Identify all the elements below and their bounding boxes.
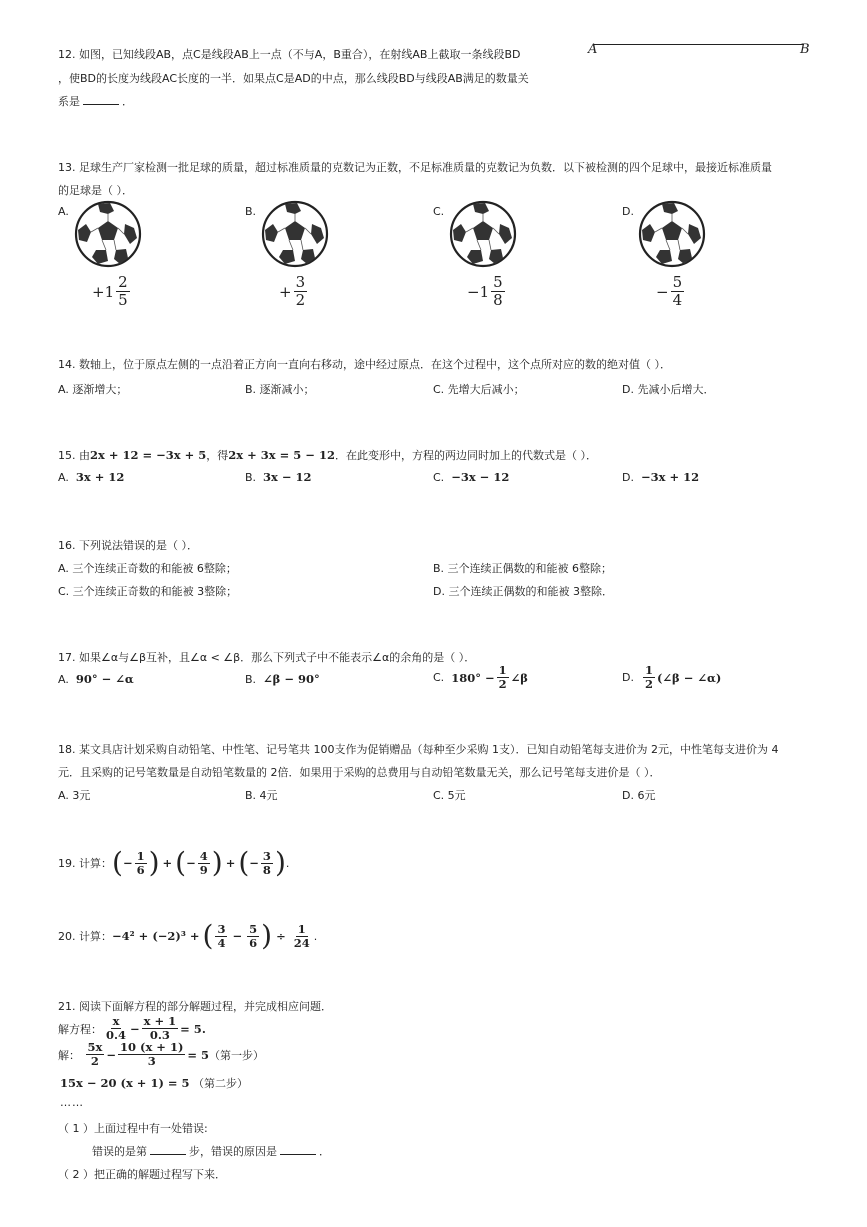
fraction-numerator: 5 (672, 273, 683, 291)
q19-fraction-2 (198, 850, 210, 877)
q17-option-b[interactable] (245, 672, 320, 686)
q17-option-c[interactable] (433, 664, 528, 691)
q15-option-b-expr: 3x − 12 (263, 470, 312, 484)
fraction-numerator: 1 (498, 663, 507, 677)
value-sign: −1 (467, 282, 490, 301)
fraction-denominator: 9 (199, 862, 208, 877)
q14-option-b[interactable]: B. 逐渐减小； (245, 383, 315, 396)
fraction-denominator: 2 (644, 677, 653, 691)
segment-point-a: A (588, 42, 598, 57)
q12-line2: ，使BD的长度为线段AC长度的一半．如果点C是AD的中点，那么线段BD与线段AB满足的数量关 (58, 72, 529, 85)
plus-sign: + (162, 856, 173, 870)
q21-eq-rhs: = 5. (180, 1021, 206, 1036)
q13-option-label[interactable]: D. (622, 205, 634, 218)
q13-option-label[interactable]: A. (58, 205, 69, 218)
q15-eq2: 2x + 3x = 5 − 12 (228, 448, 335, 462)
q15-option-c[interactable] (433, 470, 509, 484)
fraction-denominator: 2 (498, 677, 507, 691)
q15-option-d-expr: −3x + 12 (640, 470, 700, 484)
q16-option-a[interactable]: A. 三个连续正奇数的和能被 6整除； (58, 562, 237, 575)
step-blank[interactable] (150, 1154, 186, 1155)
q14-stem: 14. 数轴上，位于原点左侧的一点沿着正方向一直向右移动，途中经过原点．在这个过程中，这个点所对应的数的绝对值（ ）． (58, 358, 671, 371)
segment-point-b: B (800, 42, 810, 57)
fraction-numerator: 10 (x + 1) (120, 1040, 184, 1054)
q21-step1-rhs: = 5 (187, 1047, 210, 1062)
q15-option-d-label: D. (622, 471, 634, 484)
fraction-denominator: 8 (262, 862, 271, 877)
q13-option-label[interactable]: B. (245, 205, 257, 218)
q21-part1-sub-end: ． (319, 1145, 330, 1158)
value-fraction (294, 274, 308, 309)
q15-stem-post: ．在此变形中，方程的两边同时加上的代数式是（ ）． (334, 449, 597, 462)
q21-step2-eq: 15x − 20 (x + 1) = 5 (60, 1076, 190, 1090)
left-paren: ( (238, 846, 250, 879)
fraction-numerator: 4 (199, 848, 208, 863)
left-paren: ( (202, 919, 214, 952)
value-fraction (116, 274, 130, 309)
value-sign: +1 (92, 282, 115, 301)
minus-sign: − (186, 856, 196, 870)
q15-option-c-label: C. (433, 471, 445, 484)
right-paren: ) (261, 919, 273, 952)
q13-option-value (279, 274, 309, 309)
q21-part1: （ 1 ）上面过程中有一处错误: (58, 1122, 208, 1135)
q20-label: 20. 计算： (58, 930, 112, 943)
q15-eq1: 2x + 12 = −3x + 5 (90, 448, 207, 462)
q21-dots: …… (60, 1096, 84, 1109)
q21-part2: （ 2 ）把正确的解题过程写下来． (58, 1168, 226, 1181)
q19-end: . (285, 856, 290, 870)
q20-end: . (313, 929, 318, 943)
q20 (58, 919, 317, 953)
answer-blank[interactable] (83, 104, 119, 105)
q17-option-d-fraction (643, 664, 655, 691)
q17-option-c-pre: 180° − (451, 670, 495, 685)
q12-line3-text: 系是 (58, 95, 80, 108)
fraction-denominator: 4 (217, 935, 226, 950)
q18-line1: 18. 某文具店计划采购自动铅笔、中性笔、记号笔共 100支作为促销赠品（每种至少采购 1支）．已知自动铅笔每支进价为 2元，中性笔每支进价为 4 (58, 743, 779, 756)
left-paren: ( (175, 846, 187, 879)
q18-option-b[interactable]: B. 4元 (245, 789, 278, 802)
right-paren: ) (148, 846, 160, 879)
q17-option-d[interactable] (622, 664, 721, 691)
fraction-denominator: 5 (118, 291, 128, 309)
q21-part1-sub (92, 1143, 330, 1159)
q16-option-d[interactable]: D. 三个连续正偶数的和能被 3整除． (433, 585, 613, 598)
q16-option-c[interactable]: C. 三个连续正奇数的和能被 3整除； (58, 585, 238, 598)
q19-fraction-1 (135, 850, 147, 877)
soccer-ball-icon (638, 200, 706, 268)
soccer-ball-icon (74, 200, 142, 268)
fraction-numerator: 3 (262, 848, 271, 863)
fraction-numerator: 1 (297, 921, 306, 936)
q20-div: ÷ (276, 929, 286, 943)
fraction-numerator: 5 (493, 273, 503, 291)
q19-fraction-3 (261, 850, 273, 877)
fraction-numerator: x + 1 (143, 1014, 177, 1028)
fraction-numerator: x (112, 1014, 120, 1028)
fraction-denominator: 24 (293, 935, 310, 950)
fraction-denominator: 2 (90, 1054, 99, 1068)
reason-blank[interactable] (280, 1154, 316, 1155)
q21-step1-fraction-2 (118, 1041, 185, 1068)
value-sign: − (656, 282, 669, 301)
fraction-denominator: 6 (136, 862, 145, 877)
minus-sign: − (122, 856, 133, 870)
q17-option-a[interactable] (58, 672, 134, 686)
q15-option-d[interactable] (622, 470, 699, 484)
value-sign: + (279, 282, 292, 301)
q20-fraction-2 (247, 923, 259, 950)
q17-option-b-label: B. (245, 673, 257, 686)
q20-fraction-3 (292, 923, 312, 950)
q15-option-b-label: B. (245, 471, 257, 484)
q21-eq-fraction-1 (104, 1015, 128, 1042)
q13-option-value (656, 274, 686, 309)
q13-option-value (467, 274, 507, 309)
value-fraction (671, 274, 685, 309)
fraction-numerator: 2 (118, 273, 128, 291)
right-paren: ) (274, 846, 286, 879)
q18-option-a[interactable]: A. 3元 (58, 789, 91, 802)
q12-line3 (58, 93, 133, 109)
minus-sign: − (106, 1047, 116, 1062)
fraction-denominator: 6 (249, 935, 258, 950)
q21-part1-sub-b: 步，错误的原因是 (189, 1145, 277, 1158)
q21-part1-sub-a: 错误的是第 (92, 1145, 147, 1158)
q13-line2: 的足球是（ ）． (58, 184, 133, 197)
fraction-numerator: 3 (295, 273, 306, 291)
plus-sign: + (225, 856, 236, 870)
q15-option-a-expr: 3x + 12 (75, 470, 125, 484)
q21-step2-note: （第二步） (193, 1077, 249, 1090)
q21-eq-fraction-2 (142, 1015, 179, 1042)
q12-end: ． (122, 95, 133, 108)
q18-line2: 元．且采购的记号笔数量是自动铅笔数量的 2倍．如果用于采购的总费用与自动铅笔数量无关，那么记号笔每支进价是（ ）． (58, 766, 661, 779)
fraction-denominator: 0.4 (106, 1028, 127, 1042)
q16-stem: 16. 下列说法错误的是（ ）． (58, 539, 198, 552)
q14-option-c[interactable]: C. 先增大后减小； (433, 383, 525, 396)
q15-option-a[interactable] (58, 470, 124, 484)
q18-option-c[interactable]: C. 5元 (433, 789, 466, 802)
fraction-denominator: 4 (672, 291, 683, 309)
q14-option-a[interactable]: A. 逐渐增大； (58, 383, 128, 396)
soccer-ball-icon (449, 200, 517, 268)
q16-option-b[interactable]: B. 三个连续正偶数的和能被 6整除； (433, 562, 613, 575)
q21-step1 (58, 1041, 264, 1068)
fraction-denominator: 3 (147, 1054, 156, 1068)
left-paren: ( (112, 846, 123, 879)
q20-pre: −4² + (−2)³ + (112, 929, 200, 943)
fraction-numerator: 5 (249, 921, 258, 936)
q21-step1-fraction-1 (86, 1041, 105, 1068)
q19 (58, 846, 289, 880)
minus-sign: − (232, 929, 243, 943)
q17-option-a-label: A. (58, 673, 69, 686)
q15-option-a-label: A. (58, 471, 69, 484)
q17-option-d-post: (∠β − ∠α) (656, 670, 722, 685)
q17-stem: 17. 如果∠α与∠β互补，且∠α < ∠β．那么下列式子中不能表示∠α的余角的是（ ）． (58, 651, 476, 664)
value-fraction (491, 274, 505, 309)
q17-option-c-post: ∠β (510, 670, 528, 685)
right-paren: ) (211, 846, 223, 879)
q17-option-c-fraction (497, 664, 509, 691)
fraction-denominator: 0.3 (149, 1028, 170, 1042)
q19-label: 19. 计算： (58, 857, 112, 870)
soccer-ball-icon (261, 200, 329, 268)
q21-step1-note: （第一步） (209, 1048, 265, 1062)
minus-sign: − (130, 1021, 140, 1036)
q13-option-label[interactable]: C. (433, 205, 445, 218)
fraction-numerator: 1 (644, 663, 653, 677)
fraction-numerator: 5x (87, 1040, 103, 1054)
minus-sign: − (249, 856, 259, 870)
q15-option-c-expr: −3x − 12 (451, 470, 510, 484)
q13-line1: 13. 足球生产厂家检测一批足球的质量，超过标准质量的克数记为正数，不足标准质量的克数记为负数．以下被检测的四个足球中，最接近标准质量 (58, 161, 772, 174)
fraction-denominator: 8 (493, 291, 503, 309)
q20-fraction-1 (215, 923, 227, 950)
q15-stem (58, 447, 597, 463)
q14-option-d[interactable]: D. 先减小后增大． (622, 383, 715, 396)
fraction-numerator: 3 (217, 921, 226, 936)
q21-stem: 21. 阅读下面解方程的部分解题过程，并完成相应问题． (58, 1000, 332, 1013)
segment-ab-line (594, 44, 804, 45)
q15-stem-mid: ，得 (206, 449, 229, 462)
q15-option-b[interactable] (245, 470, 312, 484)
q15-stem-pre: 15. 由 (58, 449, 90, 462)
q12-line1: 12. 如图，已知线段AB，点C是线段AB上一点（不与A，B重合），在射线AB上截取一条线段BD (58, 48, 521, 61)
fraction-numerator: 1 (136, 848, 145, 863)
q17-option-b-expr: ∠β − 90° (263, 672, 320, 686)
q21-sol-label: 解： (58, 1048, 80, 1062)
q17-option-c-label: C. (433, 671, 445, 684)
q21-solve-label: 解方程： (58, 1022, 102, 1036)
q21-step2 (60, 1075, 248, 1091)
q18-option-d[interactable]: D. 6元 (622, 789, 656, 802)
fraction-denominator: 2 (295, 291, 306, 309)
q17-option-a-expr: 90° − ∠α (75, 672, 134, 686)
q21-equation (58, 1015, 206, 1042)
q13-option-value (92, 274, 132, 309)
q17-option-d-label: D. (622, 671, 634, 684)
